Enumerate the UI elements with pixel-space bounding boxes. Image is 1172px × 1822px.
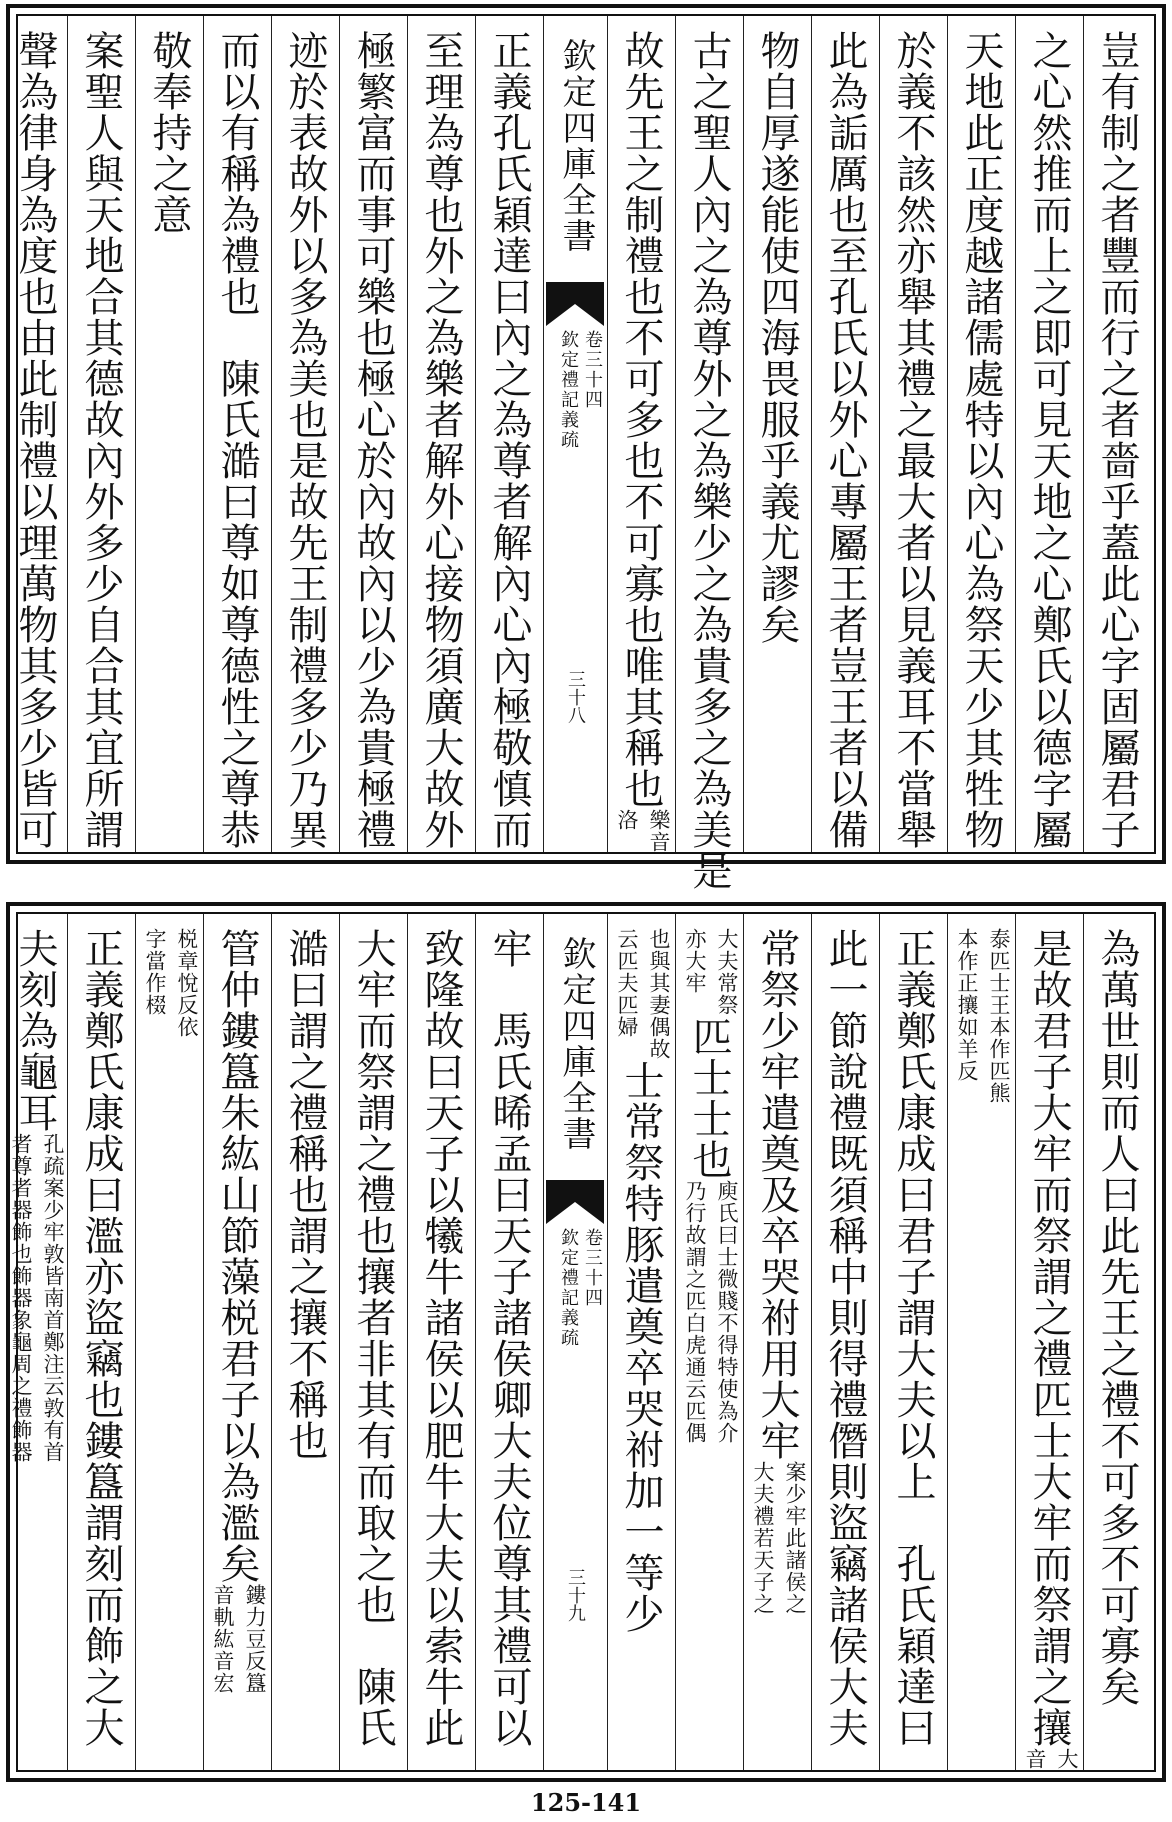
- center-margin-column: [546, 30, 604, 838]
- annotation: 樂音: [647, 809, 671, 853]
- annotation-pair: [142, 928, 200, 1038]
- column-rule: [1015, 914, 1016, 1770]
- column-rule: [811, 914, 812, 1770]
- center-margin-column: [546, 928, 604, 1756]
- text-column: [138, 928, 200, 1756]
- text-column: [1018, 928, 1080, 1770]
- text-column: 於義不該然亦舉其禮之最大者以見義耳不當舉: [890, 30, 936, 850]
- collection-title: 欽定四庫全書: [556, 936, 596, 1152]
- annotation: 大: [1055, 1748, 1079, 1770]
- annotation-pair: [210, 1584, 268, 1694]
- text-column: 而以有稱為禮也 陳氏澔曰尊如尊德性之尊恭: [214, 30, 260, 850]
- column-main-text: 匹士士也: [686, 1016, 732, 1180]
- column-rule: [203, 16, 204, 852]
- annotation: 者尊者器飾也飾器象龜周之禮飾器: [9, 1133, 33, 1463]
- column-rule: [203, 914, 204, 1770]
- column-rule: [407, 914, 408, 1770]
- folio-number: 三十八: [565, 670, 586, 724]
- column-main-text: 故先王之制禮也不可多也不可寡也唯其稱也: [618, 30, 664, 809]
- folio-number: 三十九: [565, 1568, 586, 1622]
- book-title: 欽定禮記義疏: [558, 1228, 579, 1348]
- annotation-pair: [614, 928, 672, 1060]
- column-rule: [879, 914, 880, 1770]
- text-column: 致隆故曰天子以犧牛諸侯以肥牛大夫以索牛此: [418, 928, 464, 1748]
- text-column: 為萬世則而人曰此先王之禮不可多不可寡矣: [1094, 928, 1140, 1707]
- text-column: 古之聖人內之為尊外之為樂少之為貴多之為美是: [686, 30, 732, 891]
- text-column: 聲為律身為度也由此制禮以理萬物其多少皆可: [12, 30, 58, 850]
- column-rule: [339, 914, 340, 1770]
- annotation-pair: [682, 1180, 740, 1444]
- column-rule: [271, 16, 272, 852]
- text-column: 正義鄭氏康成曰君子謂大夫以上 孔氏穎達曰: [890, 928, 936, 1748]
- collection-title: 欽定四庫全書: [556, 38, 596, 254]
- annotation: 案少牢此諸侯之: [783, 1461, 807, 1615]
- book-title: 欽定禮記義疏: [558, 330, 579, 450]
- column-rule: [743, 16, 744, 852]
- annotation-pair: [954, 928, 1012, 1104]
- column-main-text: 常祭少牢遣奠及卒哭祔用大牢: [754, 928, 800, 1461]
- column-rule: [543, 914, 544, 1770]
- fishtail-mark-icon: [546, 282, 604, 326]
- bottom-page-frame: [9, 912, 1156, 1772]
- text-column: 豈有制之者豐而行之者嗇乎蓋此心字固屬君子: [1094, 30, 1140, 850]
- text-column: 大牢而祭謂之禮也攘者非其有而取之也 陳氏: [350, 928, 396, 1748]
- annotation-pair: [1022, 1748, 1080, 1770]
- text-column: [746, 928, 808, 1756]
- column-rule: [339, 16, 340, 852]
- annotation: 也與其妻偶故: [647, 928, 671, 1060]
- column-rule: [743, 914, 744, 1770]
- text-column: 案聖人與天地合其德故內外多少自合其宜所謂: [78, 30, 124, 850]
- annotation: 大夫常祭: [715, 928, 739, 1016]
- annotation: 鏤力豆反簋: [243, 1584, 267, 1694]
- text-column: 迹於表故外以多為美也是故先王制禮多少乃異: [282, 30, 328, 850]
- column-rule: [607, 16, 608, 852]
- column-rule: [135, 914, 136, 1770]
- annotation: 乃行故謂之匹白虎通云匹偶: [683, 1180, 707, 1444]
- text-column: 牢 馬氏晞孟曰天子諸侯卿大夫位尊其禮可以: [486, 928, 532, 1748]
- annotation-pair: [614, 809, 672, 853]
- annotation-pair: [682, 928, 740, 1016]
- column-rule: [1083, 16, 1084, 852]
- column-rule: [811, 16, 812, 852]
- annotation: 洛: [615, 809, 639, 831]
- annotation: 音軌紘音宏: [211, 1584, 235, 1694]
- text-column: 敬奉持之意: [146, 30, 192, 235]
- text-column: 天地此正度越諸儒處特以內心為祭天少其牲物: [958, 30, 1004, 850]
- column-rule: [543, 16, 544, 852]
- column-main-text: 管仲鏤簋朱紘山節藻棁君子以為濫矣: [214, 928, 260, 1584]
- text-column: 極繁富而事可樂也極心於內故內以少為貴極禮: [350, 30, 396, 850]
- annotation: 孔疏案少牢敦皆南首鄭注云敦有首: [41, 1133, 65, 1463]
- annotation-pair: [8, 1133, 66, 1463]
- text-column: 之心然推而上之即可見天地之心鄭氏以德字屬: [1026, 30, 1072, 850]
- annotation: 亦大牢: [683, 928, 707, 994]
- text-column: 物自厚遂能使四海畏服乎義尤謬矣: [754, 30, 800, 645]
- column-rule: [947, 16, 948, 852]
- text-column: 澔曰謂之禮稱也謂之攘不稱也: [282, 928, 328, 1461]
- annotation-pair: [750, 1461, 808, 1615]
- column-rule: [475, 914, 476, 1770]
- fishtail-mark-icon: [546, 1180, 604, 1224]
- text-column: [610, 30, 672, 853]
- top-page-frame: [12, 14, 1156, 891]
- top-page-panel: [6, 4, 1166, 891]
- column-rule: [67, 914, 68, 1770]
- annotation: 云匹夫匹婦: [615, 928, 639, 1038]
- column-rule: [1083, 914, 1084, 1770]
- text-column: 正義孔氏穎達曰內之為尊者解內心內極敬慎而: [486, 30, 532, 850]
- text-column: [610, 928, 672, 1756]
- text-column: 正義鄭氏康成曰濫亦盜竊也鏤簋謂刻而飾之大: [78, 928, 124, 1748]
- volume-label: 卷三十四: [582, 330, 603, 410]
- annotation: 庾氏曰士微賤不得特使為介: [715, 1180, 739, 1444]
- annotation: 音: [1023, 1748, 1047, 1770]
- column-rule: [67, 16, 68, 852]
- page-number: 125-141: [530, 1788, 642, 1817]
- text-column: [206, 928, 268, 1756]
- column-rule: [607, 914, 608, 1770]
- column-main-text: 是故君子大牢而祭謂之禮匹士大牢而祭謂之攘: [1026, 928, 1072, 1748]
- column-main-text: 士常祭特豚遣奠卒哭祔加一等少: [618, 1060, 664, 1634]
- column-rule: [879, 16, 880, 852]
- text-column: [678, 928, 740, 1756]
- annotation: 字當作棳: [143, 928, 167, 1016]
- bottom-page-panel: [6, 902, 1166, 1782]
- volume-label: 卷三十四: [582, 1228, 603, 1308]
- text-column: 此為詬厲也至孔氏以外心專屬王者豈王者以備: [822, 30, 868, 850]
- annotation: 棁章悅反依: [175, 928, 199, 1038]
- column-rule: [675, 914, 676, 1770]
- annotation: 泰匹士王本作匹熊: [987, 928, 1011, 1104]
- column-rule: [675, 16, 676, 852]
- column-rule: [407, 16, 408, 852]
- text-column: [4, 928, 66, 1756]
- column-rule: [475, 16, 476, 852]
- column-rule: [947, 914, 948, 1770]
- annotation: 大夫禮若天子之: [751, 1461, 775, 1615]
- column-main-text: 夫刻為龜耳: [12, 928, 58, 1133]
- text-column: 至理為尊也外之為樂者解外心接物須廣大故外: [418, 30, 464, 850]
- column-rule: [1015, 16, 1016, 852]
- column-rule: [271, 914, 272, 1770]
- text-column: 此一節說禮既須稱中則得禮僭則盜竊諸侯大夫: [822, 928, 868, 1748]
- text-column: [950, 928, 1012, 1756]
- column-rule: [135, 16, 136, 852]
- annotation: 本作正攘如羊反: [955, 928, 979, 1082]
